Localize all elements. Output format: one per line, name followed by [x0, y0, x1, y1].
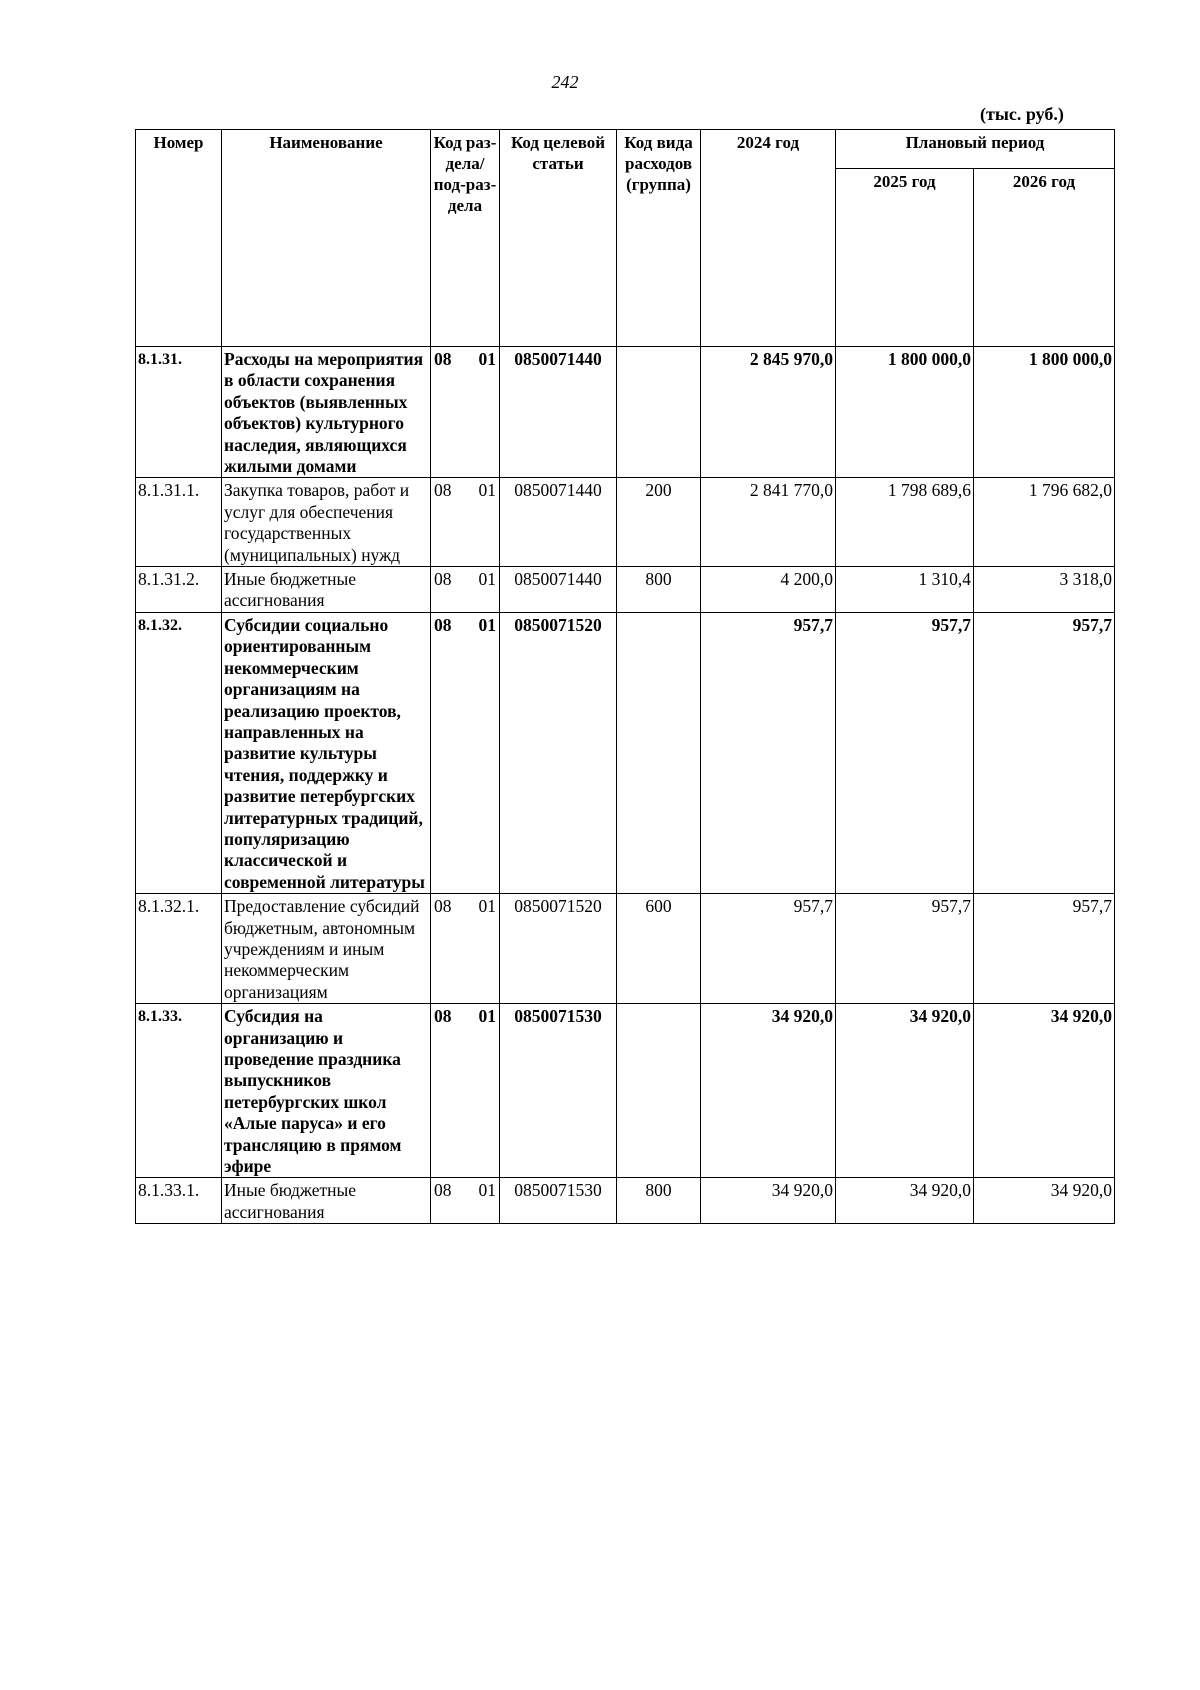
row-number: 8.1.31.1.: [136, 478, 222, 567]
row-section-code: [431, 567, 500, 613]
row-section: 08: [434, 896, 452, 917]
row-section-code: [431, 1178, 500, 1224]
row-target-code: 0850071520: [500, 894, 617, 1004]
row-name: Иные бюджетные ассигнования: [222, 567, 431, 613]
row-amount-2026: 3 318,0: [974, 567, 1115, 613]
row-amount-2026: 1 796 682,0: [974, 478, 1115, 567]
row-name: Субсидия на организацию и проведение праздника выпускников петербургских школ «Алые паруса» и его трансляцию в прямом эфире: [222, 1004, 431, 1178]
row-amount-2025: 34 920,0: [836, 1178, 974, 1224]
row-subsection: 01: [478, 896, 496, 917]
table-row: [136, 894, 1115, 1004]
row-section: 08: [434, 480, 452, 501]
table-row: [136, 1178, 1115, 1224]
row-name: Расходы на мероприятия в области сохранения объектов (выявленных объектов) культурного наследия, являющихся жилыми домами: [222, 347, 431, 478]
row-number: 8.1.33.: [136, 1004, 222, 1178]
header-planned-period: Плановый период: [836, 130, 1115, 169]
row-section-code: [431, 894, 500, 1004]
row-amount-2026: 957,7: [974, 612, 1115, 893]
row-target-code: 0850071440: [500, 347, 617, 478]
row-target-code: 0850071530: [500, 1004, 617, 1178]
header-name: Наименование: [222, 130, 431, 347]
row-target-code: 0850071440: [500, 567, 617, 613]
table-row: [136, 1004, 1115, 1178]
row-subsection: 01: [478, 569, 496, 590]
header-year-2024: 2024 год: [701, 130, 836, 347]
row-expense-type: 200: [617, 478, 701, 567]
row-section: 08: [434, 1006, 452, 1027]
units-label: (тыс. руб.): [980, 104, 1064, 124]
budget-table: [135, 129, 1115, 1224]
row-amount-2025: 957,7: [836, 612, 974, 893]
row-amount-2025: 1 310,4: [836, 567, 974, 613]
row-section-code: [431, 478, 500, 567]
row-amount-2025: 1 800 000,0: [836, 347, 974, 478]
row-number: 8.1.33.1.: [136, 1178, 222, 1224]
row-subsection: 01: [478, 480, 496, 501]
row-amount-2024: 957,7: [701, 894, 836, 1004]
row-amount-2024: 34 920,0: [701, 1178, 836, 1224]
row-subsection: 01: [478, 1180, 496, 1201]
table-body: [136, 347, 1115, 1224]
row-number: 8.1.32.: [136, 612, 222, 893]
row-section: 08: [434, 569, 452, 590]
row-expense-type: [617, 347, 701, 478]
row-amount-2024: 2 841 770,0: [701, 478, 836, 567]
row-name: Предоставление субсидий бюджетным, автономным учреждениям и иным некоммерческим организациям: [222, 894, 431, 1004]
row-subsection: 01: [478, 349, 496, 369]
row-target-code: 0850071520: [500, 612, 617, 893]
row-expense-type: 600: [617, 894, 701, 1004]
header-expense-type: Код вида расходов (группа): [617, 130, 701, 347]
row-expense-type: 800: [617, 567, 701, 613]
row-number: 8.1.31.: [136, 347, 222, 478]
row-amount-2024: 4 200,0: [701, 567, 836, 613]
row-expense-type: [617, 612, 701, 893]
row-amount-2026: 1 800 000,0: [974, 347, 1115, 478]
table-row: [136, 478, 1115, 567]
row-amount-2026: 34 920,0: [974, 1004, 1115, 1178]
row-number: 8.1.32.1.: [136, 894, 222, 1004]
row-name: Иные бюджетные ассигнования: [222, 1178, 431, 1224]
header-target: Код целевой статьи: [500, 130, 617, 347]
row-amount-2024: 34 920,0: [701, 1004, 836, 1178]
header-number: Номер: [136, 130, 222, 347]
row-section: 08: [434, 614, 452, 635]
row-section: 08: [434, 349, 452, 369]
row-amount-2026: 34 920,0: [974, 1178, 1115, 1224]
header-year-2025: 2025 год: [836, 169, 974, 347]
header-section: Код раз-дела/ под-раз-дела: [431, 130, 500, 347]
row-amount-2024: 2 845 970,0: [701, 347, 836, 478]
page-number: 242: [551, 72, 579, 92]
row-expense-type: [617, 1004, 701, 1178]
row-number: 8.1.31.2.: [136, 567, 222, 613]
row-target-code: 0850071530: [500, 1178, 617, 1224]
row-amount-2026: 957,7: [974, 894, 1115, 1004]
row-target-code: 0850071440: [500, 478, 617, 567]
row-section: 08: [434, 1180, 452, 1201]
row-name: Субсидии социально ориентированным некоммерческим организациям на реализацию проектов, направленных на развитие культуры чтения, поддержку и развитие петербургских литературных традиций, популяризацию классической и современной литературы: [222, 612, 431, 893]
row-section-code: [431, 347, 500, 478]
row-name: Закупка товаров, работ и услуг для обеспечения государственных (муниципальных) нужд: [222, 478, 431, 567]
table-header: [136, 130, 1115, 347]
row-expense-type: 800: [617, 1178, 701, 1224]
row-amount-2025: 1 798 689,6: [836, 478, 974, 567]
row-subsection: 01: [478, 1006, 496, 1027]
row-section-code: [431, 1004, 500, 1178]
header-year-2026: 2026 год: [974, 169, 1115, 347]
row-section-code: [431, 612, 500, 893]
row-amount-2025: 957,7: [836, 894, 974, 1004]
row-subsection: 01: [478, 614, 496, 635]
row-amount-2024: 957,7: [701, 612, 836, 893]
row-amount-2025: 34 920,0: [836, 1004, 974, 1178]
table-row: [136, 612, 1115, 893]
table-row: [136, 347, 1115, 478]
table-row: [136, 567, 1115, 613]
